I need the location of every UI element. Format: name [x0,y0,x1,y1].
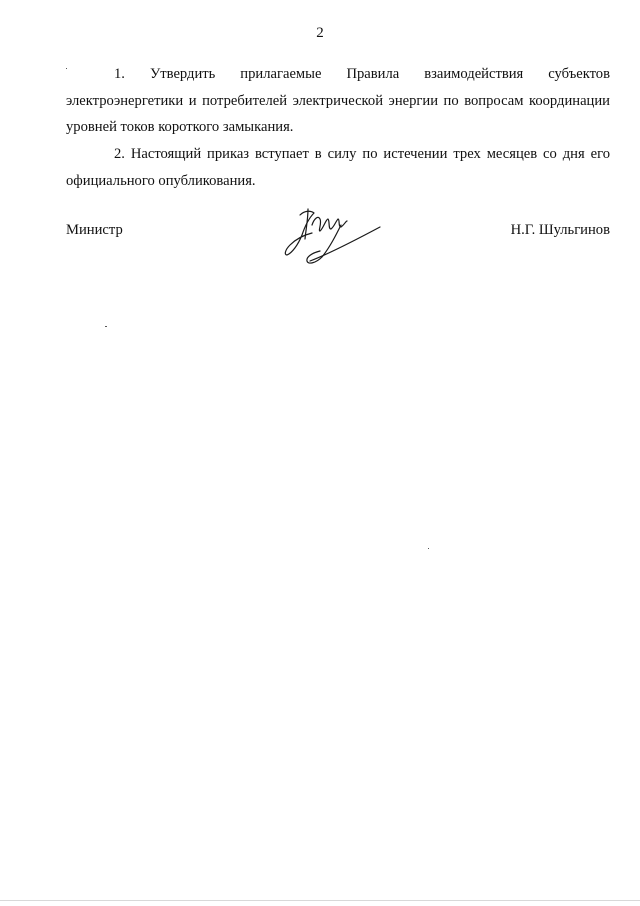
signatory-name: Н.Г. Шульгинов [510,222,610,238]
paragraph-approve-rules: 1. Утвердить прилагаемые Правила взаимодействия субъектов электроэнергетики и потребителей электрической энергии по вопросам координации уровней токов короткого замыкания. [66,66,610,135]
paragraph-entry-into-force: 2. Настоящий приказ вступает в силу по истечении трех месяцев со дня его официального опубликования. [66,146,610,189]
page-number: 2 [316,25,324,41]
scan-speck [428,548,429,549]
scan-bottom-edge [0,900,640,906]
scan-speck [66,68,67,69]
scan-speck [105,326,107,327]
handwritten-signature [278,205,388,267]
signatory-position: Министр [66,222,123,238]
